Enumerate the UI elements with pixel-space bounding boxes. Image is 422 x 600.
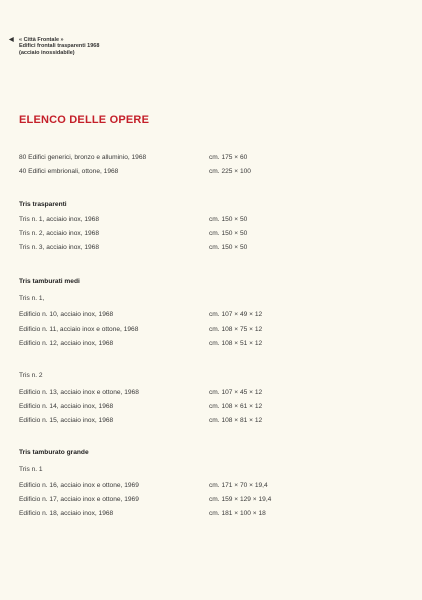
section-heading: Tris tamburato grande — [19, 449, 89, 456]
work-title: Tris n. 1, acciaio inox, 1968 — [19, 216, 100, 223]
work-dimensions: cm. 159 × 129 × 19,4 — [209, 496, 272, 503]
work-title: Edificio n. 12, acciaio inox, 1968 — [19, 340, 114, 347]
work-title: Edificio n. 18, acciaio inox, 1968 — [19, 510, 114, 517]
page-title: ELENCO DELLE OPERE — [19, 114, 150, 126]
caption-line: (acciaio inossidabile) — [19, 49, 75, 56]
list-item — [19, 229, 399, 238]
list-item — [19, 310, 399, 319]
work-title: Tris n. 2, acciaio inox, 1968 — [19, 230, 100, 237]
work-title: Edificio n. 15, acciaio inox, 1968 — [19, 417, 114, 424]
work-dimensions: cm. 150 × 50 — [209, 244, 248, 251]
work-dimensions: cm. 108 × 51 × 12 — [209, 340, 263, 347]
caption-line: « Città Frontale » — [19, 37, 64, 43]
caption-line: Edifici frontali trasparenti 1968 — [19, 43, 100, 50]
work-title: 40 Edifici embrionali, ottone, 1968 — [19, 168, 119, 175]
work-dimensions: cm. 175 × 60 — [209, 154, 248, 161]
work-dimensions: cm. 107 × 49 × 12 — [209, 311, 263, 318]
list-item — [19, 167, 399, 176]
work-dimensions: cm. 108 × 61 × 12 — [209, 403, 263, 410]
work-dimensions: cm. 108 × 75 × 12 — [209, 326, 263, 333]
work-title: Edificio n. 10, acciaio inox, 1968 — [19, 311, 114, 318]
left-arrow-icon: ◀ — [9, 37, 14, 43]
work-dimensions: cm. 107 × 45 × 12 — [209, 389, 263, 396]
work-title: Edificio n. 11, acciaio inox e ottone, 1968 — [19, 326, 139, 333]
figure-caption — [9, 37, 99, 56]
list-item — [19, 153, 399, 162]
list-item — [19, 509, 399, 518]
group-label: Tris n. 1 — [19, 466, 43, 473]
work-dimensions: cm. 150 × 50 — [209, 216, 248, 223]
work-title: Edificio n. 16, acciaio inox e ottone, 1969 — [19, 482, 139, 489]
list-item — [19, 243, 399, 252]
list-item — [19, 388, 399, 397]
work-title: Tris n. 3, acciaio inox, 1968 — [19, 244, 100, 251]
work-title: Edificio n. 14, acciaio inox, 1968 — [19, 403, 114, 410]
work-dimensions: cm. 150 × 50 — [209, 230, 248, 237]
list-item — [19, 481, 399, 490]
work-dimensions: cm. 108 × 81 × 12 — [209, 417, 263, 424]
work-dimensions: cm. 171 × 70 × 19,4 — [209, 482, 268, 489]
list-item — [19, 339, 399, 348]
list-item — [19, 325, 399, 334]
work-dimensions: cm. 181 × 100 × 18 — [209, 510, 266, 517]
group-label: Tris n. 2 — [19, 372, 43, 379]
work-dimensions: cm. 225 × 100 — [209, 168, 251, 175]
work-title: Edificio n. 17, acciaio inox e ottone, 1969 — [19, 496, 139, 503]
group-label: Tris n. 1, — [19, 295, 45, 302]
list-item — [19, 402, 399, 411]
section-heading: Tris trasparenti — [19, 201, 67, 208]
list-item — [19, 416, 399, 425]
work-title: 80 Edifici generici, bronzo e alluminio, 1968 — [19, 154, 147, 161]
list-item — [19, 495, 399, 504]
work-title: Edificio n. 13, acciaio inox e ottone, 1968 — [19, 389, 139, 396]
list-item — [19, 215, 399, 224]
section-heading: Tris tamburati medi — [19, 278, 80, 285]
